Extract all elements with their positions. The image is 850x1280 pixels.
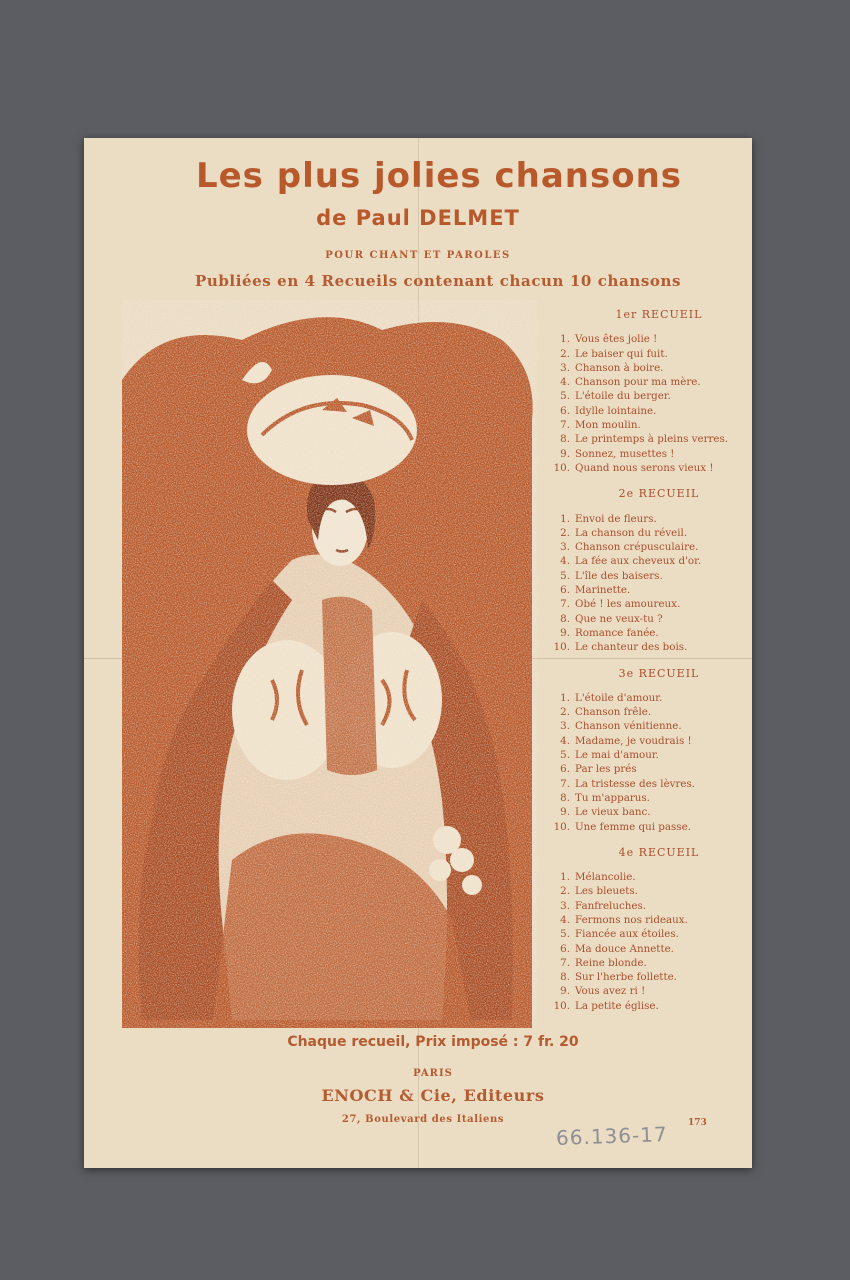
- song-number: 6.: [560, 584, 570, 597]
- song-title: Reine blonde.: [575, 956, 647, 969]
- song-item: [552, 777, 752, 791]
- song-item: [552, 999, 752, 1013]
- publisher-city: PARIS: [413, 1068, 453, 1079]
- song-item: [552, 540, 752, 554]
- song-number: 10.: [553, 820, 570, 833]
- song-item: [552, 569, 752, 583]
- song-item: [552, 404, 752, 418]
- song-item: [552, 375, 752, 389]
- song-number: 5.: [560, 928, 570, 941]
- song-title: Sur l'herbe follette.: [575, 971, 677, 984]
- song-title: Fermons nos rideaux.: [575, 913, 688, 926]
- song-title: Chanson crépusculaire.: [575, 541, 699, 554]
- song-number: 9.: [560, 806, 570, 819]
- song-item: [552, 899, 752, 913]
- song-number: 9.: [560, 447, 570, 460]
- recueil-heading: 4e RECUEIL: [618, 845, 700, 859]
- song-item: [552, 418, 752, 432]
- song-number: 4.: [560, 913, 570, 926]
- song-number: 5.: [560, 390, 570, 403]
- song-title: Une femme qui passe.: [575, 820, 691, 833]
- song-item: [552, 626, 752, 640]
- song-title: Chanson à boire.: [575, 361, 664, 374]
- recueil-block: [552, 667, 752, 834]
- song-title: Sonnez, musettes !: [575, 447, 675, 460]
- song-number: 5.: [560, 749, 570, 762]
- song-title: Chanson frêle.: [575, 706, 652, 719]
- song-number: 1.: [560, 333, 570, 346]
- song-item: [552, 332, 752, 346]
- song-title: Marinette.: [575, 584, 631, 597]
- song-item: [552, 927, 752, 941]
- song-item: [552, 942, 752, 956]
- song-item: [552, 691, 752, 705]
- song-item: [552, 347, 752, 361]
- recueil-list: [552, 308, 752, 1025]
- song-number: 8.: [560, 971, 570, 984]
- song-title: Vous êtes jolie !: [575, 333, 658, 346]
- song-title: L'île des baisers.: [575, 569, 663, 582]
- song-item: [552, 612, 752, 626]
- song-number: 10.: [553, 999, 570, 1012]
- song-title: Fanfreluches.: [575, 899, 647, 912]
- song-item: [552, 884, 752, 898]
- song-item: [552, 361, 752, 375]
- song-item: [552, 597, 752, 611]
- song-number: 3.: [560, 541, 570, 554]
- song-item: [552, 913, 752, 927]
- song-item: [552, 640, 752, 654]
- song-number: 6.: [560, 404, 570, 417]
- song-number: 9.: [560, 626, 570, 639]
- song-title: La fée aux cheveux d'or.: [575, 555, 702, 568]
- song-number: 3.: [560, 361, 570, 374]
- song-title: Tu m'apparus.: [575, 791, 650, 804]
- recueil-heading: 2e RECUEIL: [618, 487, 700, 501]
- song-number: 8.: [560, 612, 570, 625]
- song-title: L'étoile d'amour.: [575, 691, 663, 704]
- song-number: 7.: [560, 956, 570, 969]
- song-item: [552, 984, 752, 998]
- song-number: 4.: [560, 555, 570, 568]
- song-title: L'étoile du berger.: [575, 390, 671, 403]
- song-title: Le printemps à pleins verres.: [575, 433, 729, 446]
- caption-small: POUR CHANT ET PAROLES: [325, 250, 511, 261]
- song-title: Madame, je voudrais !: [575, 734, 692, 747]
- song-number: 2.: [560, 706, 570, 719]
- song-number: 7.: [560, 777, 570, 790]
- song-item: [552, 791, 752, 805]
- song-number: 1.: [560, 871, 570, 884]
- song-item: [552, 719, 752, 733]
- song-number: 1.: [560, 512, 570, 525]
- song-item: [552, 805, 752, 819]
- song-number: 9.: [560, 985, 570, 998]
- song-title: Le chanteur des bois.: [575, 641, 688, 654]
- recueil-heading: 1er RECUEIL: [615, 308, 703, 321]
- song-number: 7.: [560, 419, 570, 432]
- song-item: [552, 512, 752, 526]
- song-title: La petite église.: [575, 999, 659, 1012]
- song-item: [552, 762, 752, 776]
- song-number: 6.: [560, 942, 570, 955]
- print-code: 173: [688, 1118, 707, 1128]
- song-title: Obé ! les amoureux.: [575, 598, 681, 611]
- song-title: Envoi de fleurs.: [575, 512, 657, 525]
- song-item: [552, 870, 752, 884]
- song-number: 3.: [560, 720, 570, 733]
- poster-subtitle: de Paul DELMET: [316, 206, 520, 230]
- song-number: 1.: [560, 691, 570, 704]
- publisher-address: 27, Boulevard des Italiens: [341, 1114, 505, 1125]
- song-title: Chanson pour ma mère.: [575, 376, 701, 389]
- song-item: [552, 748, 752, 762]
- song-title: Mélancolie.: [575, 871, 636, 884]
- song-title: Romance fanée.: [575, 626, 659, 639]
- song-title: Fiancée aux étoiles.: [575, 928, 679, 941]
- recueil-block: [552, 487, 752, 654]
- song-title: Mon moulin.: [575, 419, 641, 432]
- poster-sheet: [84, 138, 752, 1168]
- song-item: [552, 432, 752, 446]
- publication-note: Publiées en 4 Recueils contenant chacun 10 chansons: [194, 272, 682, 290]
- song-number: 6.: [560, 763, 570, 776]
- song-title: Par les prés: [575, 763, 637, 776]
- song-number: 2.: [560, 526, 570, 539]
- song-title: Chanson vénitienne.: [575, 720, 682, 733]
- song-number: 4.: [560, 734, 570, 747]
- song-title: Quand nous serons vieux !: [575, 461, 714, 474]
- song-title: Vous avez ri !: [575, 985, 646, 998]
- song-title: Le baiser qui fuit.: [575, 347, 668, 360]
- song-number: 2.: [560, 347, 570, 360]
- song-item: [552, 554, 752, 568]
- song-item: [552, 705, 752, 719]
- woman-portrait-illustration: [122, 300, 537, 1028]
- recueil-block: [552, 308, 752, 475]
- poster-title: Les plus jolies chansons: [195, 156, 683, 196]
- song-number: 2.: [560, 885, 570, 898]
- song-title: Le mai d'amour.: [575, 749, 659, 762]
- song-number: 10.: [553, 461, 570, 474]
- song-title: La chanson du réveil.: [575, 526, 688, 539]
- song-item: [552, 526, 752, 540]
- publisher-name: ENOCH & Cie, Editeurs: [321, 1086, 545, 1105]
- recueil-heading: 3e RECUEIL: [618, 666, 700, 680]
- song-title: Que ne veux-tu ?: [575, 612, 663, 625]
- song-number: 3.: [560, 899, 570, 912]
- song-number: 10.: [553, 641, 570, 654]
- song-item: [552, 956, 752, 970]
- song-item: [552, 583, 752, 597]
- song-title: Idylle lointaine.: [575, 404, 657, 417]
- song-number: 8.: [560, 433, 570, 446]
- song-title: Le vieux banc.: [575, 806, 651, 819]
- song-item: [552, 389, 752, 403]
- song-title: Les bleuets.: [575, 885, 638, 898]
- song-item: [552, 734, 752, 748]
- song-item: [552, 447, 752, 461]
- song-number: 7.: [560, 598, 570, 611]
- song-number: 8.: [560, 791, 570, 804]
- archive-pencil-mark: 66.136-17: [555, 1122, 669, 1150]
- song-item: [552, 461, 752, 475]
- recueil-block: [552, 846, 752, 1013]
- song-title: La tristesse des lèvres.: [575, 777, 696, 790]
- song-number: 5.: [560, 569, 570, 582]
- song-item: [552, 820, 752, 834]
- price-line: Chaque recueil, Prix imposé : 7 fr. 20: [287, 1034, 579, 1050]
- song-title: Ma douce Annette.: [575, 942, 674, 955]
- song-number: 4.: [560, 376, 570, 389]
- song-item: [552, 970, 752, 984]
